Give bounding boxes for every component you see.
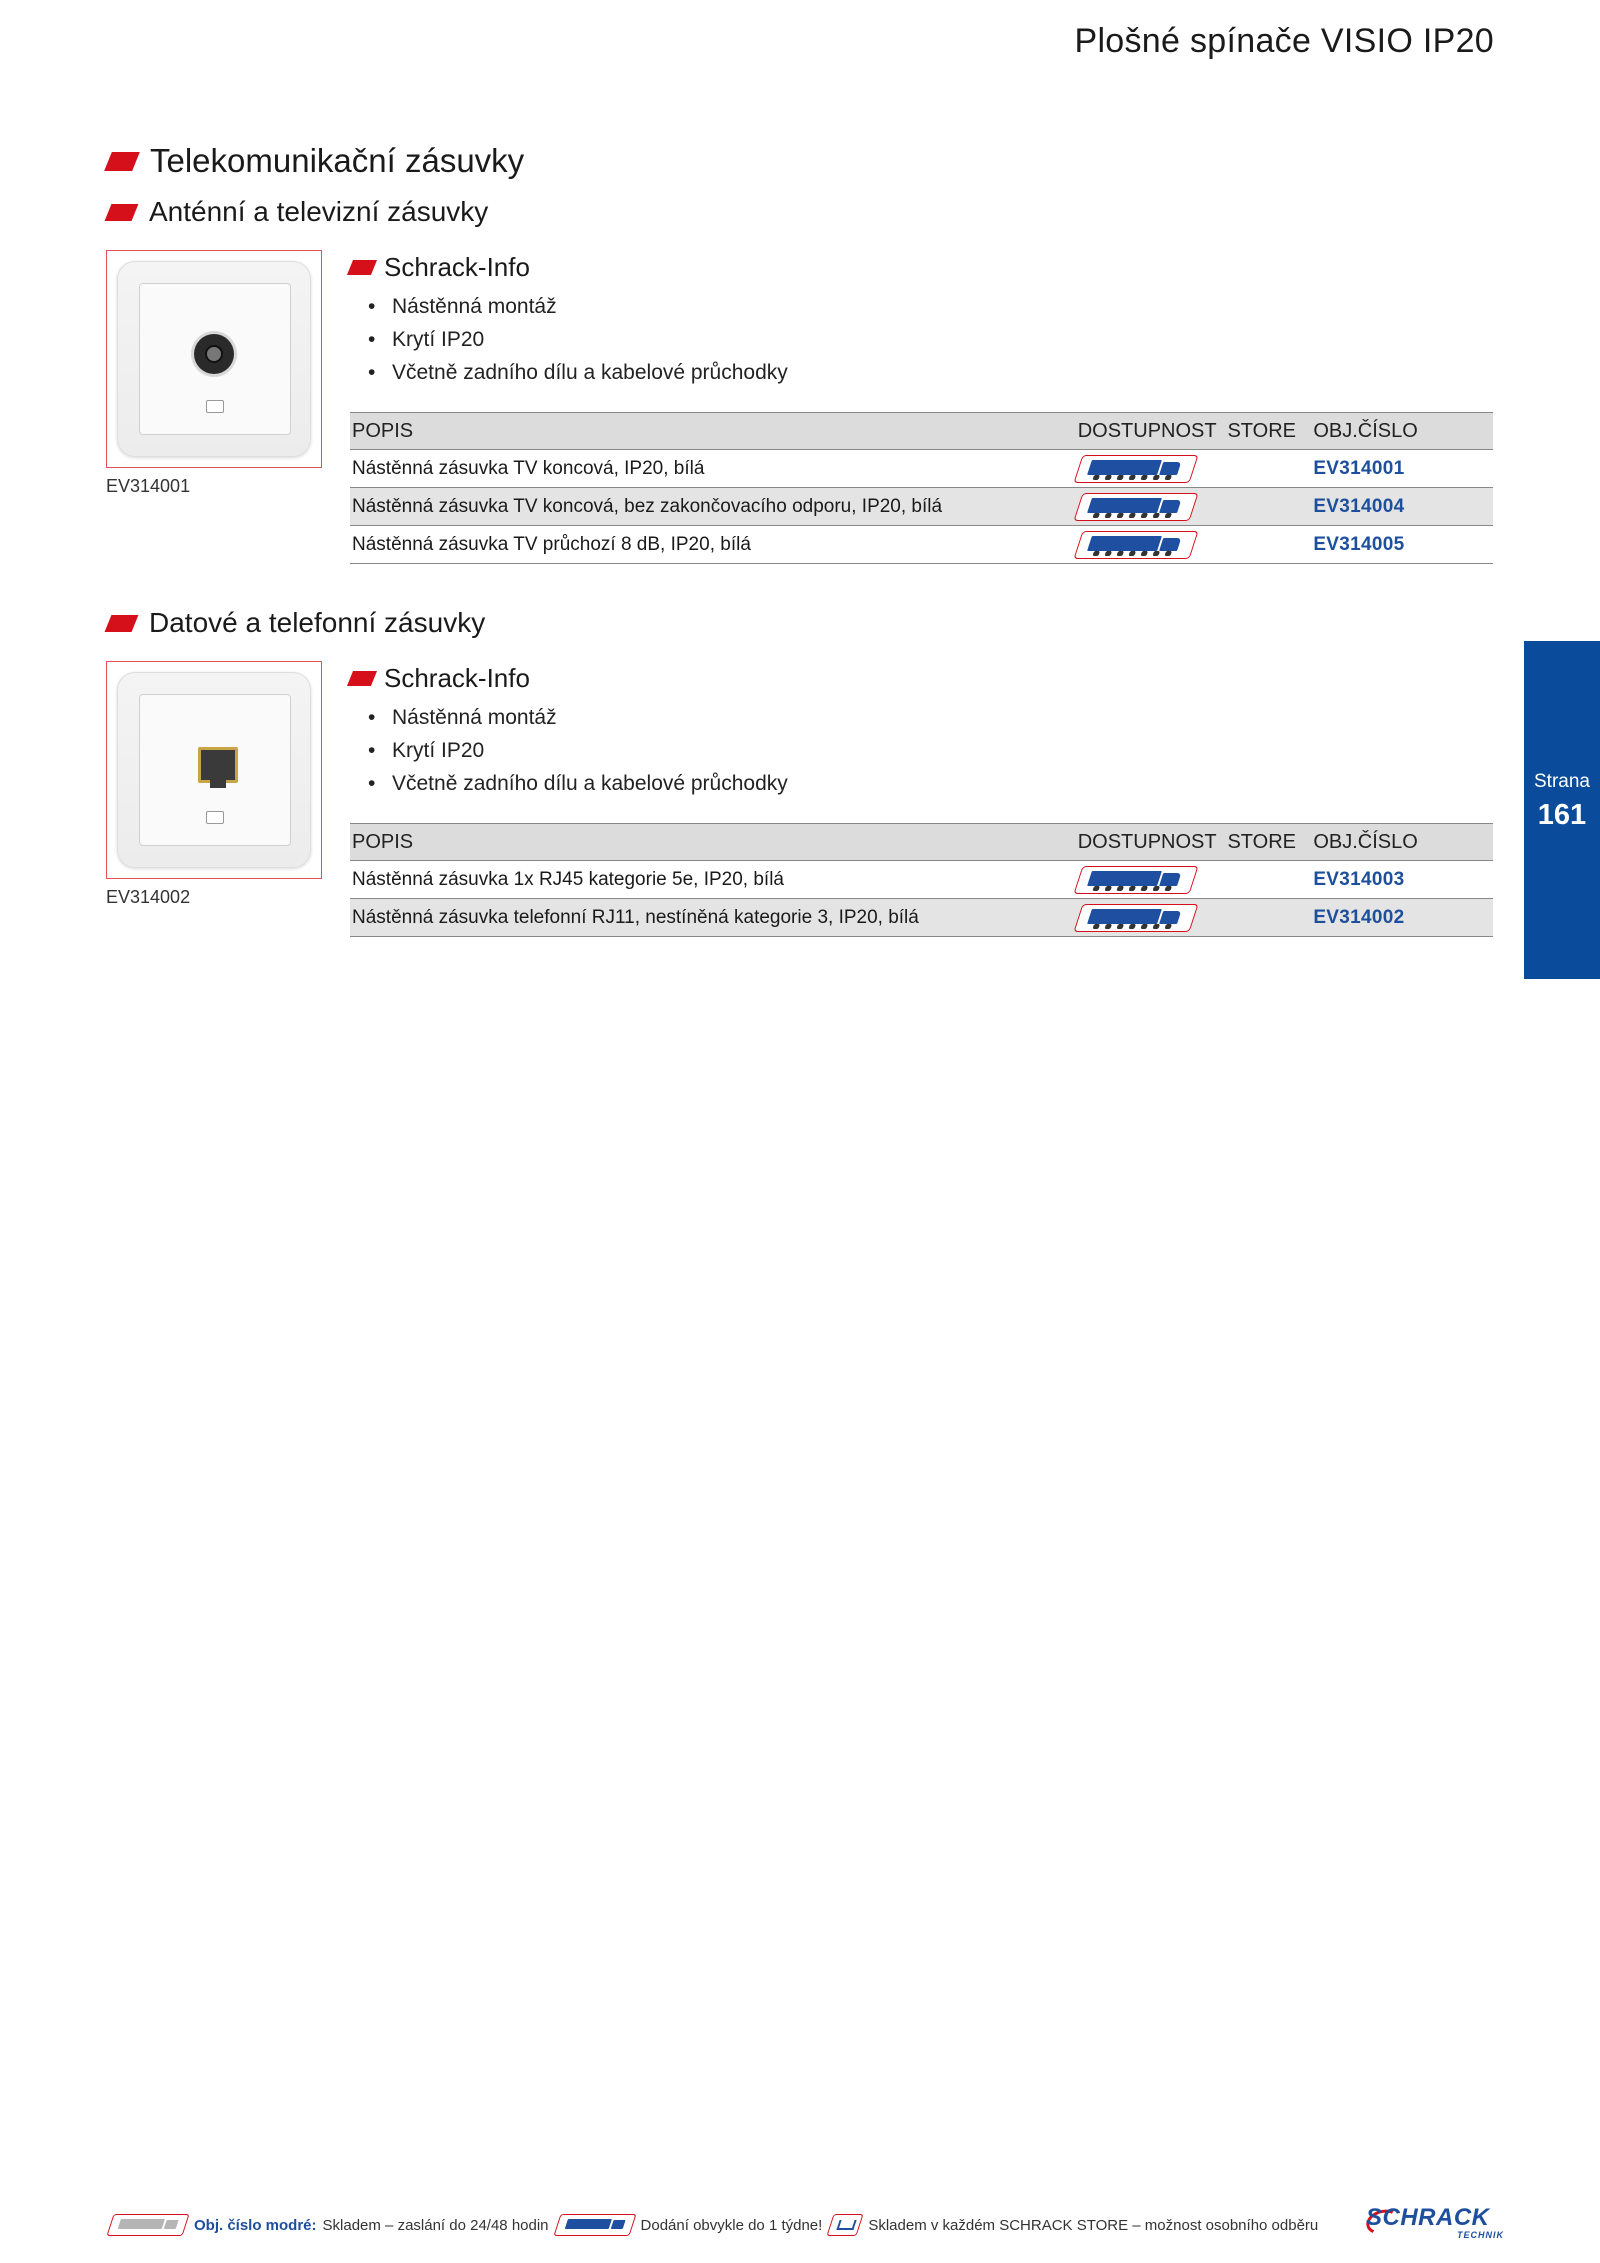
table-header <box>350 413 1493 450</box>
label-window-icon <box>206 811 224 824</box>
header-popis: POPIS <box>352 419 414 442</box>
header-dostupnost: DOSTUPNOST <box>1077 419 1217 442</box>
socket-frame <box>117 672 311 868</box>
header-obj-cislo: OBJ.ČÍSLO <box>1313 830 1418 853</box>
socket-plate <box>139 283 291 435</box>
schrack-info-text: Schrack-Info <box>384 663 530 693</box>
product-image-rj45-socket <box>106 661 322 879</box>
group-heading-data <box>108 607 485 639</box>
availability-cell <box>1078 531 1228 559</box>
product-image-code: EV314001 <box>106 476 191 496</box>
rj45-port-icon <box>198 747 238 783</box>
info-bullet-list <box>392 290 788 389</box>
product-table-data <box>350 823 1493 937</box>
order-number-link[interactable]: EV314005 <box>1313 533 1405 555</box>
header-obj-cislo: OBJ.ČÍSLO <box>1313 419 1418 442</box>
schrack-info-title <box>350 252 530 283</box>
page-title: Plošné spínače VISIO IP20 <box>1074 22 1494 60</box>
page-side-tab <box>1524 641 1600 979</box>
red-marker-icon <box>347 671 377 686</box>
cart-icon <box>827 2214 864 2236</box>
truck-icon <box>1073 866 1198 894</box>
side-tab-label: Strana <box>1534 771 1590 792</box>
footer-strong-text: Obj. číslo modré: <box>194 2216 317 2234</box>
availability-cell <box>1078 904 1228 932</box>
order-number-link[interactable]: EV314004 <box>1313 495 1405 517</box>
group-heading-text: Anténní a televizní zásuvky <box>149 196 489 227</box>
footer-legend <box>110 2210 1326 2240</box>
row-description: Nástěnná zásuvka TV koncová, bez zakončovacího odporu, IP20, bílá <box>352 495 943 517</box>
group-heading-antenna <box>108 196 488 228</box>
coax-port-icon <box>194 334 234 374</box>
table-header <box>350 824 1493 861</box>
info-bullet: • Krytí IP20 <box>392 734 788 767</box>
red-marker-icon <box>105 204 139 221</box>
schrack-info-text: Schrack-Info <box>384 252 530 282</box>
section-heading-text: Telekomunikační zásuvky <box>150 142 525 179</box>
red-marker-icon <box>104 152 140 171</box>
socket-plate <box>139 694 291 846</box>
row-description: Nástěnná zásuvka telefonní RJ11, nestíněná kategorie 3, IP20, bílá <box>352 906 919 928</box>
table-row <box>350 861 1493 899</box>
table-row <box>350 899 1493 937</box>
order-number-link[interactable]: EV314002 <box>1313 906 1405 928</box>
header-popis: POPIS <box>352 830 414 853</box>
group-heading-text: Datové a telefonní zásuvky <box>149 607 486 638</box>
info-bullet: • Nástěnná montáž <box>392 290 788 323</box>
availability-cell <box>1078 493 1228 521</box>
truck-light-icon <box>106 2214 189 2236</box>
truck-icon <box>1073 531 1198 559</box>
footer-text-stock: Skladem – zaslání do 24/48 hodin <box>322 2216 549 2234</box>
table-row <box>350 526 1493 564</box>
red-marker-icon <box>347 260 377 275</box>
logo-word: SCHRACK <box>1366 2204 1490 2231</box>
product-image-tv-socket <box>106 250 322 468</box>
schrack-info-title <box>350 663 530 694</box>
order-number-link[interactable]: EV314003 <box>1313 868 1405 890</box>
product-image-code: EV314002 <box>106 887 191 907</box>
logo-sub: TECHNIK <box>1457 2230 1504 2240</box>
availability-cell <box>1078 866 1228 894</box>
socket-frame <box>117 261 311 457</box>
row-description: Nástěnná zásuvka 1x RJ45 kategorie 5e, IP20, bílá <box>352 868 784 890</box>
info-bullet: • Včetně zadního dílu a kabelové průchodky <box>392 356 788 389</box>
info-bullet: • Včetně zadního dílu a kabelové průchodky <box>392 767 788 800</box>
truck-icon <box>1073 455 1198 483</box>
truck-icon <box>553 2214 636 2236</box>
table-row <box>350 488 1493 526</box>
order-number-link[interactable]: EV314001 <box>1313 457 1405 479</box>
table-row <box>350 450 1493 488</box>
info-bullet: • Krytí IP20 <box>392 323 788 356</box>
info-bullet-list <box>392 701 788 800</box>
info-bullet: • Nástěnná montáž <box>392 701 788 734</box>
header-dostupnost: DOSTUPNOST <box>1077 830 1217 853</box>
header-store: STORE <box>1227 830 1296 853</box>
header-store: STORE <box>1227 419 1296 442</box>
schrack-logo <box>1366 2204 1506 2244</box>
side-tab-page-number: 161 <box>1537 799 1587 831</box>
truck-icon <box>1073 493 1198 521</box>
row-description: Nástěnná zásuvka TV koncová, IP20, bílá <box>352 457 705 479</box>
footer-text-delivery: Dodání obvykle do 1 týdne! <box>640 2216 823 2234</box>
footer-text-store: Skladem v každém SCHRACK STORE – možnost osobního odběru <box>868 2216 1319 2234</box>
section-heading <box>108 142 524 180</box>
label-window-icon <box>206 400 224 413</box>
product-table-antenna <box>350 412 1493 564</box>
truck-icon <box>1073 904 1198 932</box>
row-description: Nástěnná zásuvka TV průchozí 8 dB, IP20, bílá <box>352 533 751 555</box>
availability-cell <box>1078 455 1228 483</box>
red-marker-icon <box>105 615 139 632</box>
